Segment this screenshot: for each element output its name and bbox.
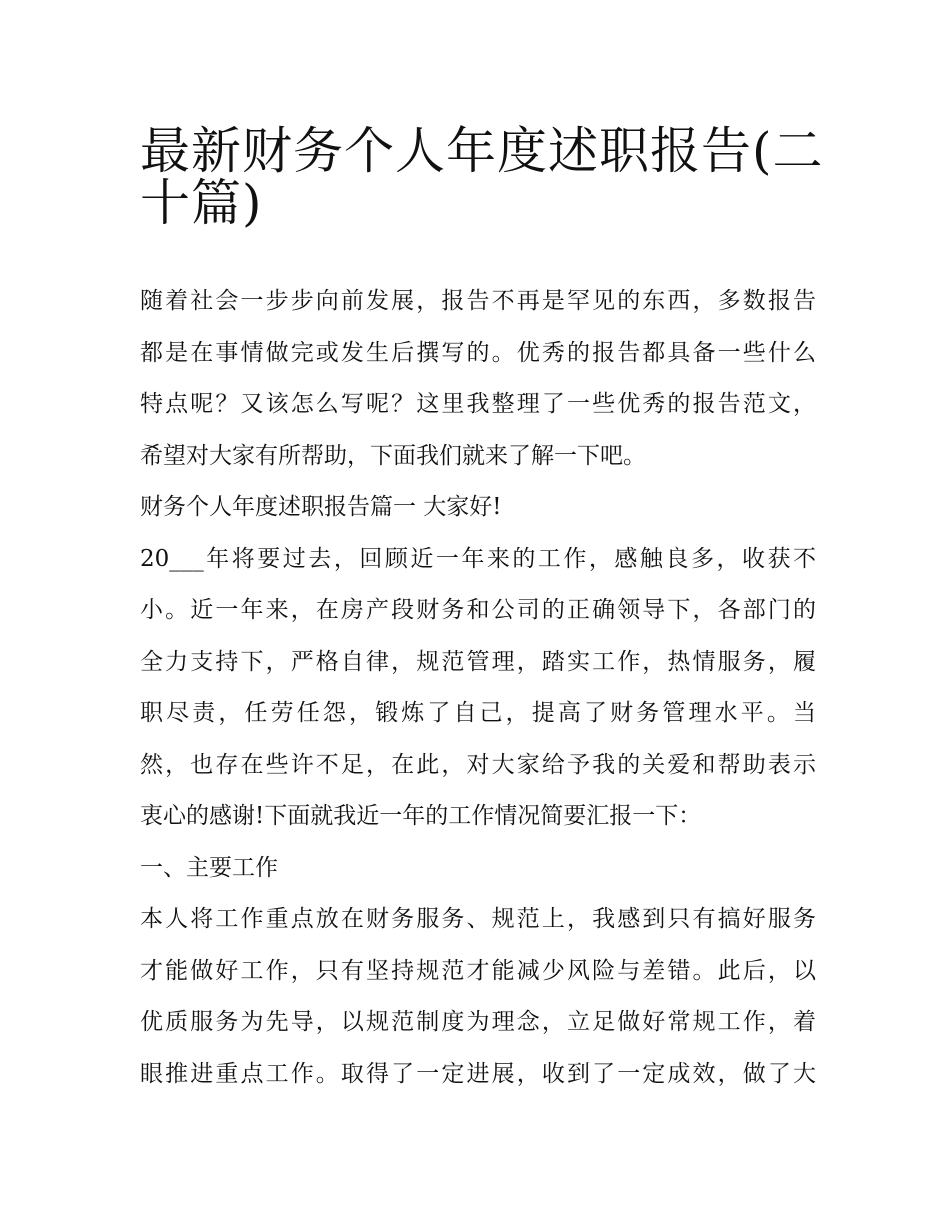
body-line: 20___年将要过去，回顾近一年来的工作，感触良多，收获不 [140, 545, 816, 572]
title-line-2: 十篇) [140, 173, 263, 232]
body-line: 随着社会一步步向前发展，报告不再是罕见的东西，多数报告 [140, 288, 816, 314]
document-body [140, 276, 816, 1100]
body-line: 希望对大家有所帮助，下面我们就来了解一下吧。 [140, 442, 646, 469]
body-line: 本人将工作重点放在财务服务、规范上，我感到只有搞好服务 [140, 906, 816, 932]
body-line: 小。近一年来，在房产段财务和公司的正确领导下，各部门的 [140, 597, 816, 623]
section-heading: 一、主要工作 [140, 854, 278, 881]
body-line: 全力支持下，严格自律，规范管理，踏实工作，热情服务，履 [140, 648, 816, 675]
document-title [140, 112, 824, 232]
body-line: 特点呢？又该怎么写呢？这里我整理了一些优秀的报告范文， [140, 391, 816, 417]
body-line: 眼推进重点工作。取得了一定进展，收到了一定成效，做了大 [140, 1060, 816, 1087]
body-line: 才能做好工作，只有坚持规范才能减少风险与差错。此后，以 [140, 957, 816, 984]
body-line: 职尽责，任劳任怨，锻炼了自己，提高了财务管理水平。当 [140, 700, 816, 726]
section-heading: 财务个人年度述职报告篇一 大家好! [140, 494, 502, 520]
title-line-1: 最新财务个人年度述职报告(二 [140, 122, 824, 180]
body-line: 都是在事情做完或发生后撰写的。优秀的报告都具备一些什么 [140, 339, 816, 366]
body-line: 然，也存在些许不足，在此，对大家给予我的关爱和帮助表示 [140, 751, 816, 778]
body-line: 衷心的感谢!下面就我近一年的工作情况简要汇报一下： [140, 803, 702, 829]
body-line: 优质服务为先导，以规范制度为理念，立足做好常规工作，着 [140, 1009, 816, 1035]
